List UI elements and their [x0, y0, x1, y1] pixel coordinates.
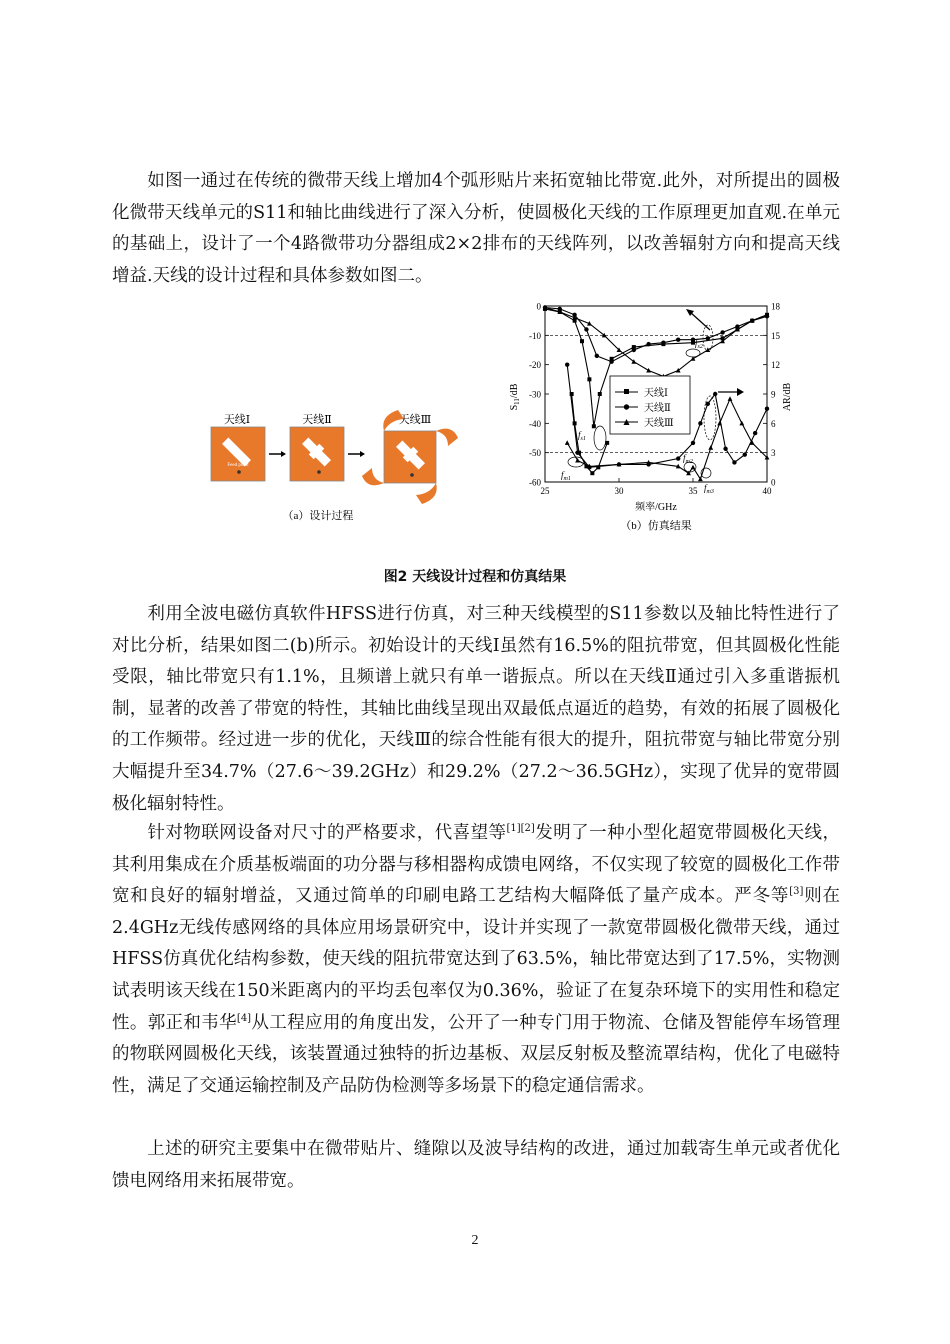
x-tick-label: 25 — [540, 486, 550, 496]
annotation-fm3: $f_{m3}$ — [704, 483, 714, 495]
series-6-point — [728, 396, 733, 401]
x-tick-label: 35 — [688, 486, 698, 496]
y-right-tick-label: 12 — [771, 360, 780, 371]
series-3-point — [646, 368, 651, 373]
feed-point-label: Feed point — [227, 463, 249, 468]
design-process-panel — [211, 410, 458, 522]
citation-3[interactable]: [3] — [789, 886, 804, 898]
annotation-fs1: $f_{s1}$ — [578, 430, 586, 442]
paragraph-simulation: 利用全波电磁仿真软件HFSS进行仿真，对三种天线模型的S11参数以及轴比特性进行了对比分析，结果如图二(b)所示。初始设计的天线Ⅰ虽然有16.5%的阻抗带宽，但其圆极化性能受限，轴比带宽只有1.1%，且频谱上就只有单一谐振点。所以在天线Ⅱ通过引入多重谐振机制，显著的改善了带宽的特性，其轴比曲线呈现出双最低点逼近的趋势，有效的拓展了圆极化的工作频带。经过进一步的优化，天线Ⅲ的综合性能有很大的提升，阻抗带宽与轴比带宽分别大幅提升至34.7%（27.6～39.2GHz）和29.2%（27.2～36.5GHz），实现了优异的宽带圆极化辐射特性。 — [112, 604, 840, 814]
y-right-ticks — [763, 302, 781, 488]
paragraph-summary: 上述的研究主要集中在微带贴片、缝隙以及波导结构的改进，通过加载寄生单元或者优化馈电网络用来拓展带宽。 — [112, 1139, 840, 1191]
citation-1-2[interactable]: [1][2] — [506, 823, 535, 834]
legend-item-1: 天线Ⅰ — [644, 388, 668, 399]
y-right-tick-label: 3 — [771, 448, 776, 459]
series-2-point — [720, 330, 724, 334]
series-5-point — [732, 460, 736, 464]
series-1-point — [598, 392, 602, 396]
arrow-icon — [269, 451, 286, 457]
legend-item-3: 天线Ⅲ — [644, 418, 674, 429]
x-tick-label: 40 — [762, 486, 772, 496]
series-6-point — [565, 440, 570, 445]
arrow-icon — [348, 451, 365, 457]
x-axis-label: 频率/GHz — [635, 502, 677, 513]
y-left-tick-label: -50 — [529, 448, 541, 459]
series-1-point — [580, 339, 584, 343]
series-2-line — [545, 308, 767, 362]
citation-4[interactable]: [4] — [236, 1012, 252, 1024]
series-5-point — [691, 441, 695, 445]
series-5-point — [706, 402, 710, 406]
series-1-point — [587, 377, 591, 381]
series-2-point — [609, 360, 613, 364]
series-2-point — [584, 327, 588, 331]
series-2-point — [646, 342, 650, 346]
antenna-2-design — [290, 412, 344, 481]
series-5-point — [753, 431, 757, 435]
series-6-point — [691, 465, 696, 470]
y-left-tick-label: -40 — [529, 418, 541, 429]
y-right-tick-label: 9 — [771, 389, 776, 400]
legend-item-2: 天线Ⅱ — [644, 403, 671, 414]
paragraph-related-work: 针对物联网设备对尺寸的严格要求，代喜望等[1][2]发明了一种小型化超宽带圆极化天线，其利用集成在介质基板端面的功分器与移相器构成馈电网络，不仅实现了较宽的圆极化工作带宽和良好的辐射增益，又通过简单的印刷电路工艺结构大幅降低了量产成本。严冬等[3]则在2.4GHz无线传感网络的具体应用场景研究中，设计并实现了一款宽带圆极化微带天线，通过HFSS仿真优化结构参数，使天线的阻抗带宽达到了63.5%，轴比带宽达到了17.5%，实物测试表明该天线在150米距离内的平均丢包率仅为0.36%，验证了在复杂环境下的实用性和稳定性。郭正和韦华[4]从工程应用的角度出发，公开了一种专门用于物流、仓储及智能停车场管理的物联网圆极化天线，该装置通过独特的折边基板、双层反射板及整流罩结构，优化了电磁特性，满足了交通运输控制及产品防伪检测等多场景下的稳定通信需求。 — [112, 823, 841, 1096]
y-left-tick-label: -60 — [529, 477, 541, 488]
y-left-tick-label: -10 — [529, 330, 541, 341]
page-number: 2 — [471, 1233, 479, 1248]
y-right-tick-label: 6 — [771, 418, 776, 429]
series-1-point — [592, 424, 596, 428]
annotation-fs2: $f_{s2}$ — [695, 338, 703, 350]
y-right-tick-label: 15 — [771, 330, 780, 341]
y-left-tick-label: -30 — [529, 389, 541, 400]
subcaption-b: （b）仿真结果 — [620, 520, 692, 532]
series-5-point — [698, 421, 702, 425]
series-5-point — [713, 392, 717, 396]
series-5-point — [565, 362, 569, 366]
antenna-1-label: 天线Ⅰ — [223, 414, 251, 426]
y-right-tick-label: 18 — [771, 301, 780, 312]
series-4-point — [590, 471, 594, 475]
series-6-point — [708, 445, 713, 450]
subcaption-a: （a）设计过程 — [282, 510, 354, 522]
annotation-fm2: $f_{m2}$ — [683, 453, 693, 465]
series-5-point — [743, 452, 747, 456]
series-6-point — [739, 421, 744, 426]
series-3-line — [545, 308, 767, 377]
legend — [610, 376, 690, 434]
y-right-label: AR/dB — [782, 382, 793, 412]
series-5-point — [676, 456, 680, 460]
x-tick-label: 30 — [614, 486, 624, 496]
antenna-1-design — [211, 412, 265, 481]
annotation-fm1: $f_{m1}$ — [561, 470, 571, 482]
y-right-tick-label: 0 — [771, 477, 776, 488]
y-left-tick-label: -20 — [529, 360, 541, 371]
y-left-label: $S_{11}/dB$ — [509, 383, 521, 411]
figure-caption: 图2 天线设计过程和仿真结果 — [383, 569, 567, 585]
y-left-ticks — [529, 302, 549, 488]
x-ticks — [541, 478, 773, 496]
series-2-point — [595, 354, 599, 358]
y-left-tick-label: 0 — [536, 301, 541, 312]
series-5-point — [723, 447, 727, 451]
series-2-point — [661, 340, 665, 344]
simulation-chart — [509, 302, 793, 533]
series-2-point — [632, 348, 636, 352]
antenna-3-label: 天线Ⅲ — [398, 414, 432, 426]
series-2-point — [706, 336, 710, 340]
series-2-point — [676, 338, 680, 342]
series-6-point — [717, 421, 722, 426]
paragraph-intro: 如图一通过在传统的微带天线上增加4个弧形贴片来拓宽轴比带宽.此外，对所提出的圆极化微带天线单元的S11和轴比曲线进行了深入分析，使圆极化天线的工作原理更加直观.在单元的基础上，设计了一个4路微带功分器组成2×2排布的天线阵列，以改善辐射方向和提高天线增益.天线的设计过程和具体参数如图二。 — [112, 171, 840, 286]
antenna-3-design — [362, 410, 458, 504]
figure-2 — [190, 296, 793, 546]
antenna-2-label: 天线Ⅱ — [302, 414, 332, 426]
